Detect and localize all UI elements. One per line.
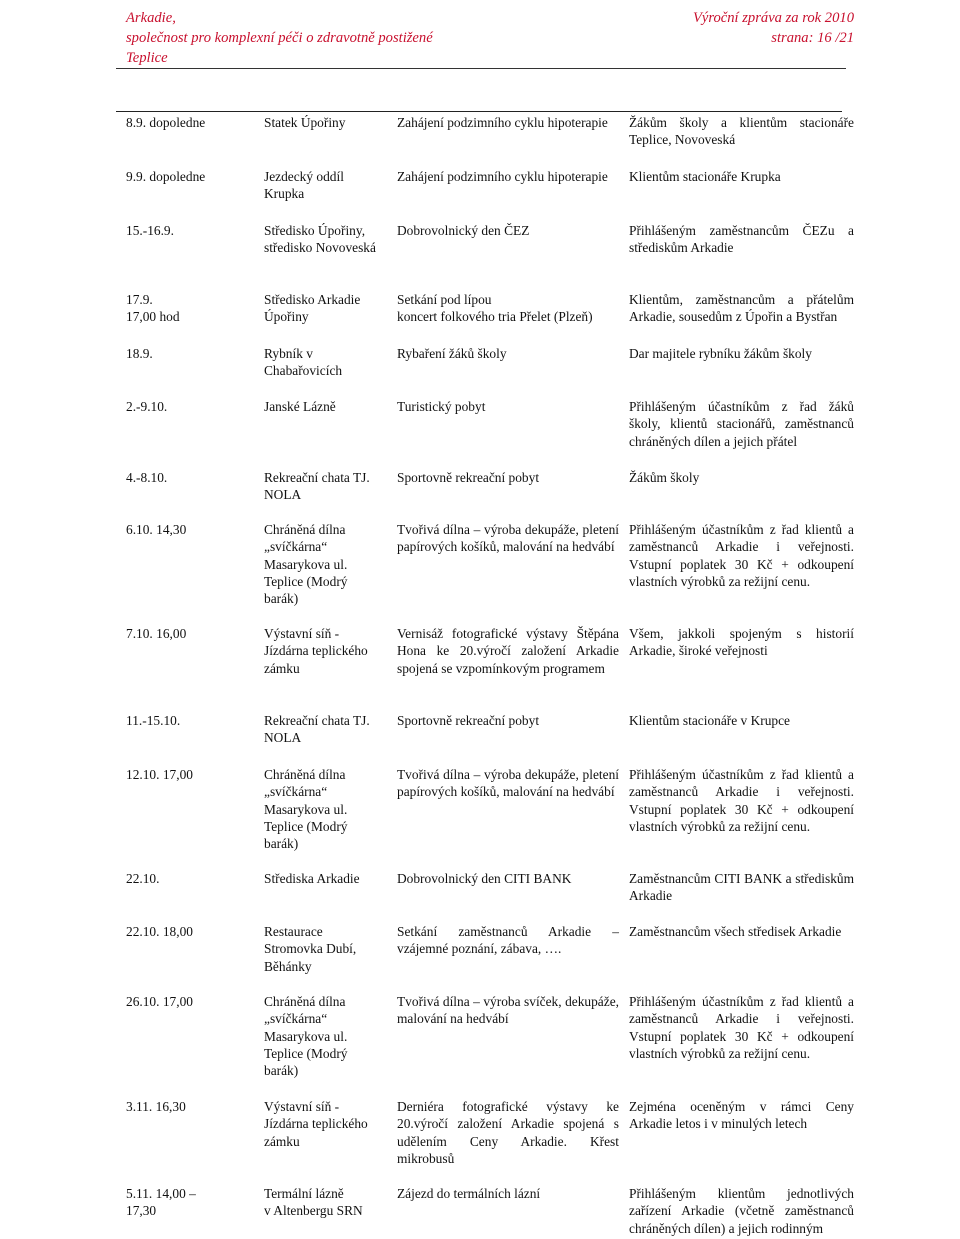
event-audience: Zaměstnancům CITI BANK a střediskům Arkadie xyxy=(629,871,854,904)
event-audience: Klientům stacionáře v Krupce xyxy=(629,713,791,728)
event-date: 7.10. 16,00 xyxy=(126,626,187,641)
event-place: Chráněná dílna „svíčkárna“ Masarykova ul. Teplice (Modrý barák) xyxy=(264,767,348,852)
event-date: 5.11. 14,00 – 17,30 xyxy=(126,1186,196,1219)
event-place: Středisko Arkadie Úpořiny xyxy=(264,292,361,325)
event-place: Termální lázně v Altenbergu SRN xyxy=(264,1186,363,1219)
event-date: 22.10. xyxy=(126,871,160,886)
event-audience: Zaměstnancům všech středisek Arkadie xyxy=(629,924,842,939)
event-place: Janské Lázně xyxy=(264,399,336,414)
header-divider xyxy=(116,68,846,69)
event-date: 8.9. dopoledne xyxy=(126,115,206,130)
org-city: Teplice xyxy=(126,50,168,66)
event-name: Derniéra fotografické výstavy ke 20.výročí založení Arkadie spojená s udělením Ceny Arkadie. Křest mikrobusů xyxy=(397,1099,619,1166)
event-place: Rekreační chata TJ. NOLA xyxy=(264,713,370,746)
event-place: Chráněná dílna „svíčkárna“ Masarykova ul. Teplice (Modrý barák) xyxy=(264,522,348,607)
event-date: 3.11. 16,30 xyxy=(126,1099,186,1114)
event-name: Sportovně rekreační pobyt xyxy=(397,470,540,485)
event-name: Tvořivá dílna – výroba svíček, dekupáže, malování na hedvábí xyxy=(397,994,619,1027)
event-place: Středisko Úpořiny, středisko Novoveská xyxy=(264,223,376,256)
event-name: Dobrovolnický den ČEZ xyxy=(397,223,530,238)
event-name: Vernisáž fotografické výstavy Štěpána Hona ke 20.výročí založení Arkadie spojená se vzpomínkovým programem xyxy=(397,626,619,676)
event-date: 6.10. 14,30 xyxy=(126,522,187,537)
organization-block xyxy=(126,8,433,68)
event-audience: Přihlášeným účastníkům z řad klientů a zaměstnanců Arkadie i veřejnosti. Vstupní poplatek 30 Kč + odkoupení vlastních výrobků za režijní cenu. xyxy=(629,767,854,834)
page-number: strana: 16 /21 xyxy=(771,30,854,46)
event-name: Tvořivá dílna – výroba dekupáže, pletení papírových košíků, malování na hedvábí xyxy=(397,522,619,555)
event-place: Výstavní síň - Jízdárna teplického zámku xyxy=(264,626,368,676)
event-name: Rybaření žáků školy xyxy=(397,346,507,361)
event-date: 22.10. 18,00 xyxy=(126,924,193,939)
event-audience: Klientům stacionáře Krupka xyxy=(629,169,781,184)
event-name: Zájezd do termálních lázní xyxy=(397,1186,541,1201)
event-audience: Zejména oceněným v rámci Ceny Arkadie letos i v minulých letech xyxy=(629,1099,854,1132)
event-audience: Přihlášeným klientům jednotlivých zařízení Arkadie (včetně zaměstnanců chráněných dílen) a jejich rodinným xyxy=(629,1186,854,1236)
event-name: Tvořivá dílna – výroba dekupáže, pletení papírových košíků, malování na hedvábí xyxy=(397,767,619,800)
event-audience: Přihlášeným zaměstnancům ČEZu a střediskům Arkadie xyxy=(629,223,854,256)
event-place: Rybník v Chabařovicích xyxy=(264,346,343,379)
event-name: Sportovně rekreační pobyt xyxy=(397,713,540,728)
event-name: Setkání pod lípou koncert folkového tria Přelet (Plzeň) xyxy=(397,292,593,325)
org-name: Arkadie, xyxy=(126,10,176,26)
event-audience: Žákům školy a klientům stacionáře Teplice, Novoveská xyxy=(629,115,854,148)
report-block xyxy=(693,8,854,48)
page-header xyxy=(126,8,854,68)
event-name: Zahájení podzimního cyklu hipoterapie xyxy=(397,115,608,130)
event-date: 15.-16.9. xyxy=(126,223,174,238)
event-place: Střediska Arkadie xyxy=(264,871,360,886)
event-name: Dobrovolnický den CITI BANK xyxy=(397,871,572,886)
event-audience: Dar majitele rybníku žákům školy xyxy=(629,346,812,361)
event-audience: Klientům, zaměstnancům a přátelům Arkadie, sousedům z Úpořin a Bystřan xyxy=(629,292,854,325)
event-date: 9.9. dopoledne xyxy=(126,169,206,184)
event-date: 18.9. xyxy=(126,346,153,361)
event-place: Chráněná dílna „svíčkárna“ Masarykova ul. Teplice (Modrý barák) xyxy=(264,994,348,1079)
event-audience: Přihlášeným účastníkům z řad klientů a zaměstnanců Arkadie i veřejnosti. Vstupní poplatek 30 Kč + odkoupení vlastních výrobků za režijní cenu. xyxy=(629,994,854,1061)
event-name: Setkání zaměstnanců Arkadie – vzájemné poznání, zábava, …. xyxy=(397,924,619,957)
event-place: Statek Úpořiny xyxy=(264,115,346,130)
event-place: Výstavní síň - Jízdárna teplického zámku xyxy=(264,1099,368,1149)
event-date: 17.9. 17,00 hod xyxy=(126,292,180,325)
event-date: 26.10. 17,00 xyxy=(126,994,193,1009)
event-date: 2.-9.10. xyxy=(126,399,168,414)
event-name: Zahájení podzimního cyklu hipoterapie xyxy=(397,169,608,184)
event-audience: Všem, jakkoli spojeným s historií Arkadie, široké veřejnosti xyxy=(629,626,854,659)
event-date: 12.10. 17,00 xyxy=(126,767,193,782)
event-date: 11.-15.10. xyxy=(126,713,181,728)
table-top-border xyxy=(116,111,842,112)
event-audience: Přihlášeným účastníkům z řad klientů a zaměstnanců Arkadie i veřejnosti. Vstupní poplatek 30 Kč + odkoupení vlastních výrobků za režijní cenu. xyxy=(629,522,854,589)
event-audience: Přihlášeným účastníkům z řad žáků školy, klientů stacionářů, zaměstnanců chráněných dílen a jejich přátel xyxy=(629,399,854,449)
event-place: Jezdecký oddíl Krupka xyxy=(264,169,344,202)
event-date: 4.-8.10. xyxy=(126,470,168,485)
org-subtitle: společnost pro komplexní péči o zdravotně postižené xyxy=(126,30,433,46)
report-title: Výroční zpráva za rok 2010 xyxy=(692,10,854,26)
event-place: Rekreační chata TJ. NOLA xyxy=(264,470,370,503)
event-place: Restaurace Stromovka Dubí, Běhánky xyxy=(264,924,357,974)
event-name: Turistický pobyt xyxy=(397,399,486,414)
event-audience: Žákům školy xyxy=(629,470,700,485)
